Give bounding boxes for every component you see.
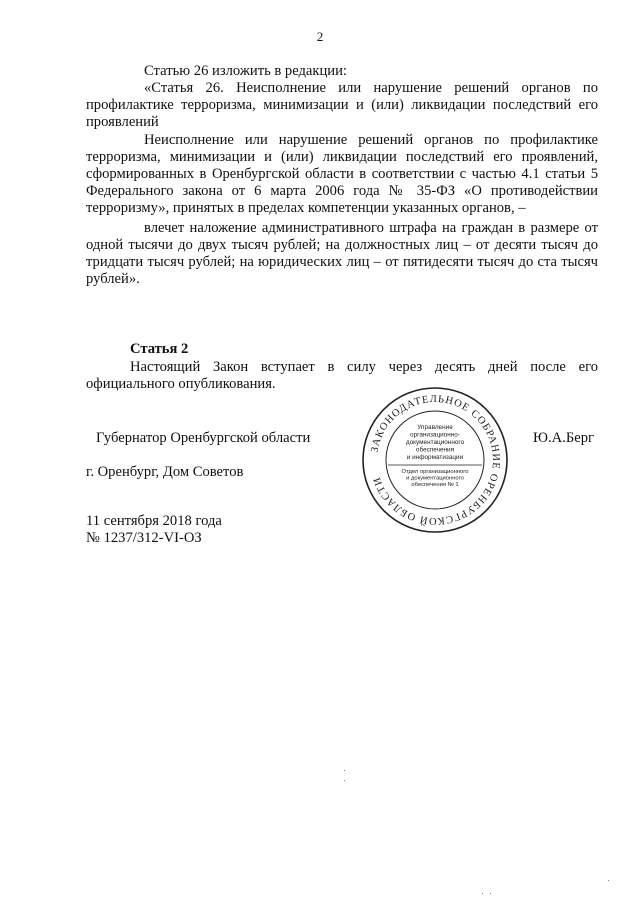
seal-inner-line: документационного <box>405 439 465 446</box>
article-26-penalty: влечет наложение административного штрафа на граждан в размере от одной тысячи до двух тысяч рублей; на должностных лиц – от десяти тысяч до тридцати тысяч рублей; на юридических лиц – от пятидесяти тысяч до ста тысяч рублей». <box>86 220 598 287</box>
amendment-intro: Статью 26 изложить в редакции: <box>144 63 347 79</box>
amendment-block <box>86 63 598 288</box>
document-date: 11 сентября 2018 года <box>86 513 222 529</box>
seal-inner-line: и информатизации <box>406 454 464 461</box>
seal-inner-line: обеспечения <box>415 446 455 454</box>
document-number: № 1237/312-VI-ОЗ <box>86 530 202 546</box>
article-2-text: Настоящий Закон вступает в силу через десять дней после его официального опубликования. <box>86 359 598 392</box>
seal-bottom-line: обеспечения № 1 <box>411 482 459 488</box>
article-2-heading: Статья 2 <box>130 341 189 357</box>
signing-place: г. Оренбург, Дом Советов <box>86 464 244 480</box>
article-26-paragraph: Неисполнение или нарушение решений органов по профилактике терроризма, минимизации и (или) ликвидации последствий его проявлений, сформированных в Оренбургской области в соответствии с частью 4.1 статьи 5 Федерального закона от 6 марта 2006 года № 35-ФЗ «О противодействии терроризму», принятых в пределах компетенции указанных органов, – <box>86 132 598 216</box>
svg-text:ЗАКОНОДАТЕЛЬНОЕ СОБРАНИЕ ОРЕНБ: ЗАКОНОДАТЕЛЬНОЕ СОБРАНИЕ ОРЕНБУРГСКОЙ ОБЛАСТИ <box>369 393 502 527</box>
official-seal <box>360 385 510 535</box>
article-2-block <box>86 359 598 393</box>
signatory-name: Ю.А.Берг <box>533 430 594 446</box>
document-meta <box>86 513 222 547</box>
article-26-title: «Статья 26. Неисполнение или нарушение решений органов по профилактике терроризма, минимизации и (или) ликвидации последствий его проявлений <box>86 80 598 130</box>
seal-bottom-line: и документационного <box>406 475 464 482</box>
seal-inner-line: организационно- <box>410 431 460 439</box>
signatory-role: Губернатор Оренбургской области <box>96 430 311 446</box>
seal-inner-line: Управление <box>417 424 453 431</box>
page-number: 2 <box>316 29 324 44</box>
seal-bottom-line: Отдел организационного <box>401 469 469 475</box>
